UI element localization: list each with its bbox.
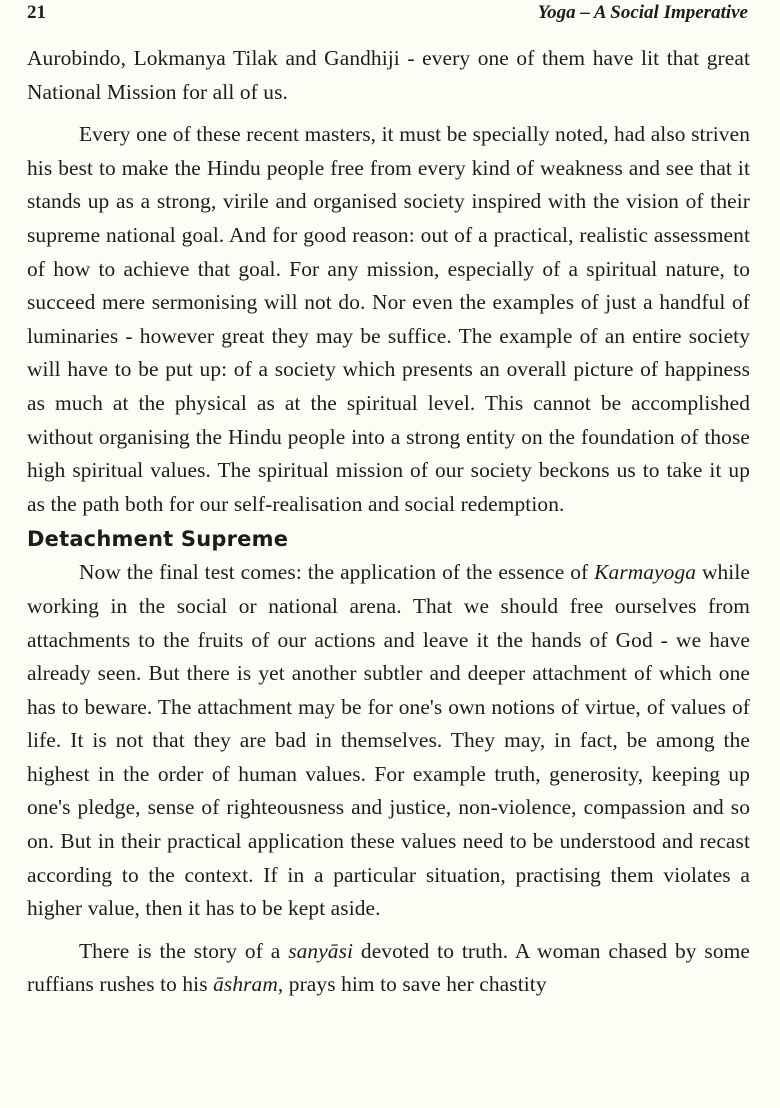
page-number: 21 <box>27 2 46 23</box>
running-title: Yoga – A Social Imperative <box>537 2 748 23</box>
paragraph-final-test-rest: while working in the social or national arena. That we should free ourselves from attachments to the fruits of our actions and leave it the hands of God - we have already seen. But there is yet another subtler and deeper attachment of which one has to beware. The attachment may be for one's own notions of virtue, of values of life. It is not that they are bad in themselves. They may, in fact, be among the highest in the order of human values. For example truth, generosity, keeping up one's pledge, sense of righteousness and justice, non-violence, compassion and so on. But in their practical application these values need to be understood and recast according to the context. If in a particular situation, practising them violates a higher value, then it has to be kept aside. <box>27 560 750 921</box>
paragraph-final-test <box>27 556 750 926</box>
karmayoga-term: Karmayoga <box>594 560 697 585</box>
sanyasi-term: sanyāsi <box>288 938 354 963</box>
paragraph-final-test-start: Now the final test comes: the application of the essence of <box>79 560 589 585</box>
body-text <box>27 42 750 1002</box>
paragraph-sanyasi-story <box>27 935 750 1002</box>
paragraph-story-mid: devoted to truth. A woman chased by some ruffians rushes to his <box>27 938 750 997</box>
paragraph-story-end: , prays him to save her chastity <box>277 972 547 997</box>
paragraph-story-start: There is the story of a <box>79 938 281 963</box>
section-heading: Detachment Supreme <box>27 527 289 552</box>
paragraph-masters: Every one of these recent masters, it must be specially noted, had also striven his best to make the Hindu people free from every kind of weakness and see that it stands up as a strong, virile and organised society inspired with the vision of their supreme national goal. And for good reason: out of a practical, realistic assessment of how to achieve that goal. For any mission, especially of a spiritual nature, to succeed mere sermonising will not do. Nor even the examples of just a handful of luminaries - however great they may be suffice. The example of an entire society will have to be put up: of a society which presents an overall picture of happiness as much at the physical as at the spiritual level. This cannot be accomplished without organising the Hindu people into a strong entity on the foundation of those high spiritual values. The spiritual mission of our society beckons us to take it up as the path both for our self-realisation and social redemption. <box>27 122 750 516</box>
paragraph-continued: Aurobindo, Lokmanya Tilak and Gandhiji - every one of them have lit that great National Mission for all of us. <box>27 46 750 104</box>
running-header <box>27 2 748 28</box>
ashram-term: āshram <box>213 972 278 997</box>
